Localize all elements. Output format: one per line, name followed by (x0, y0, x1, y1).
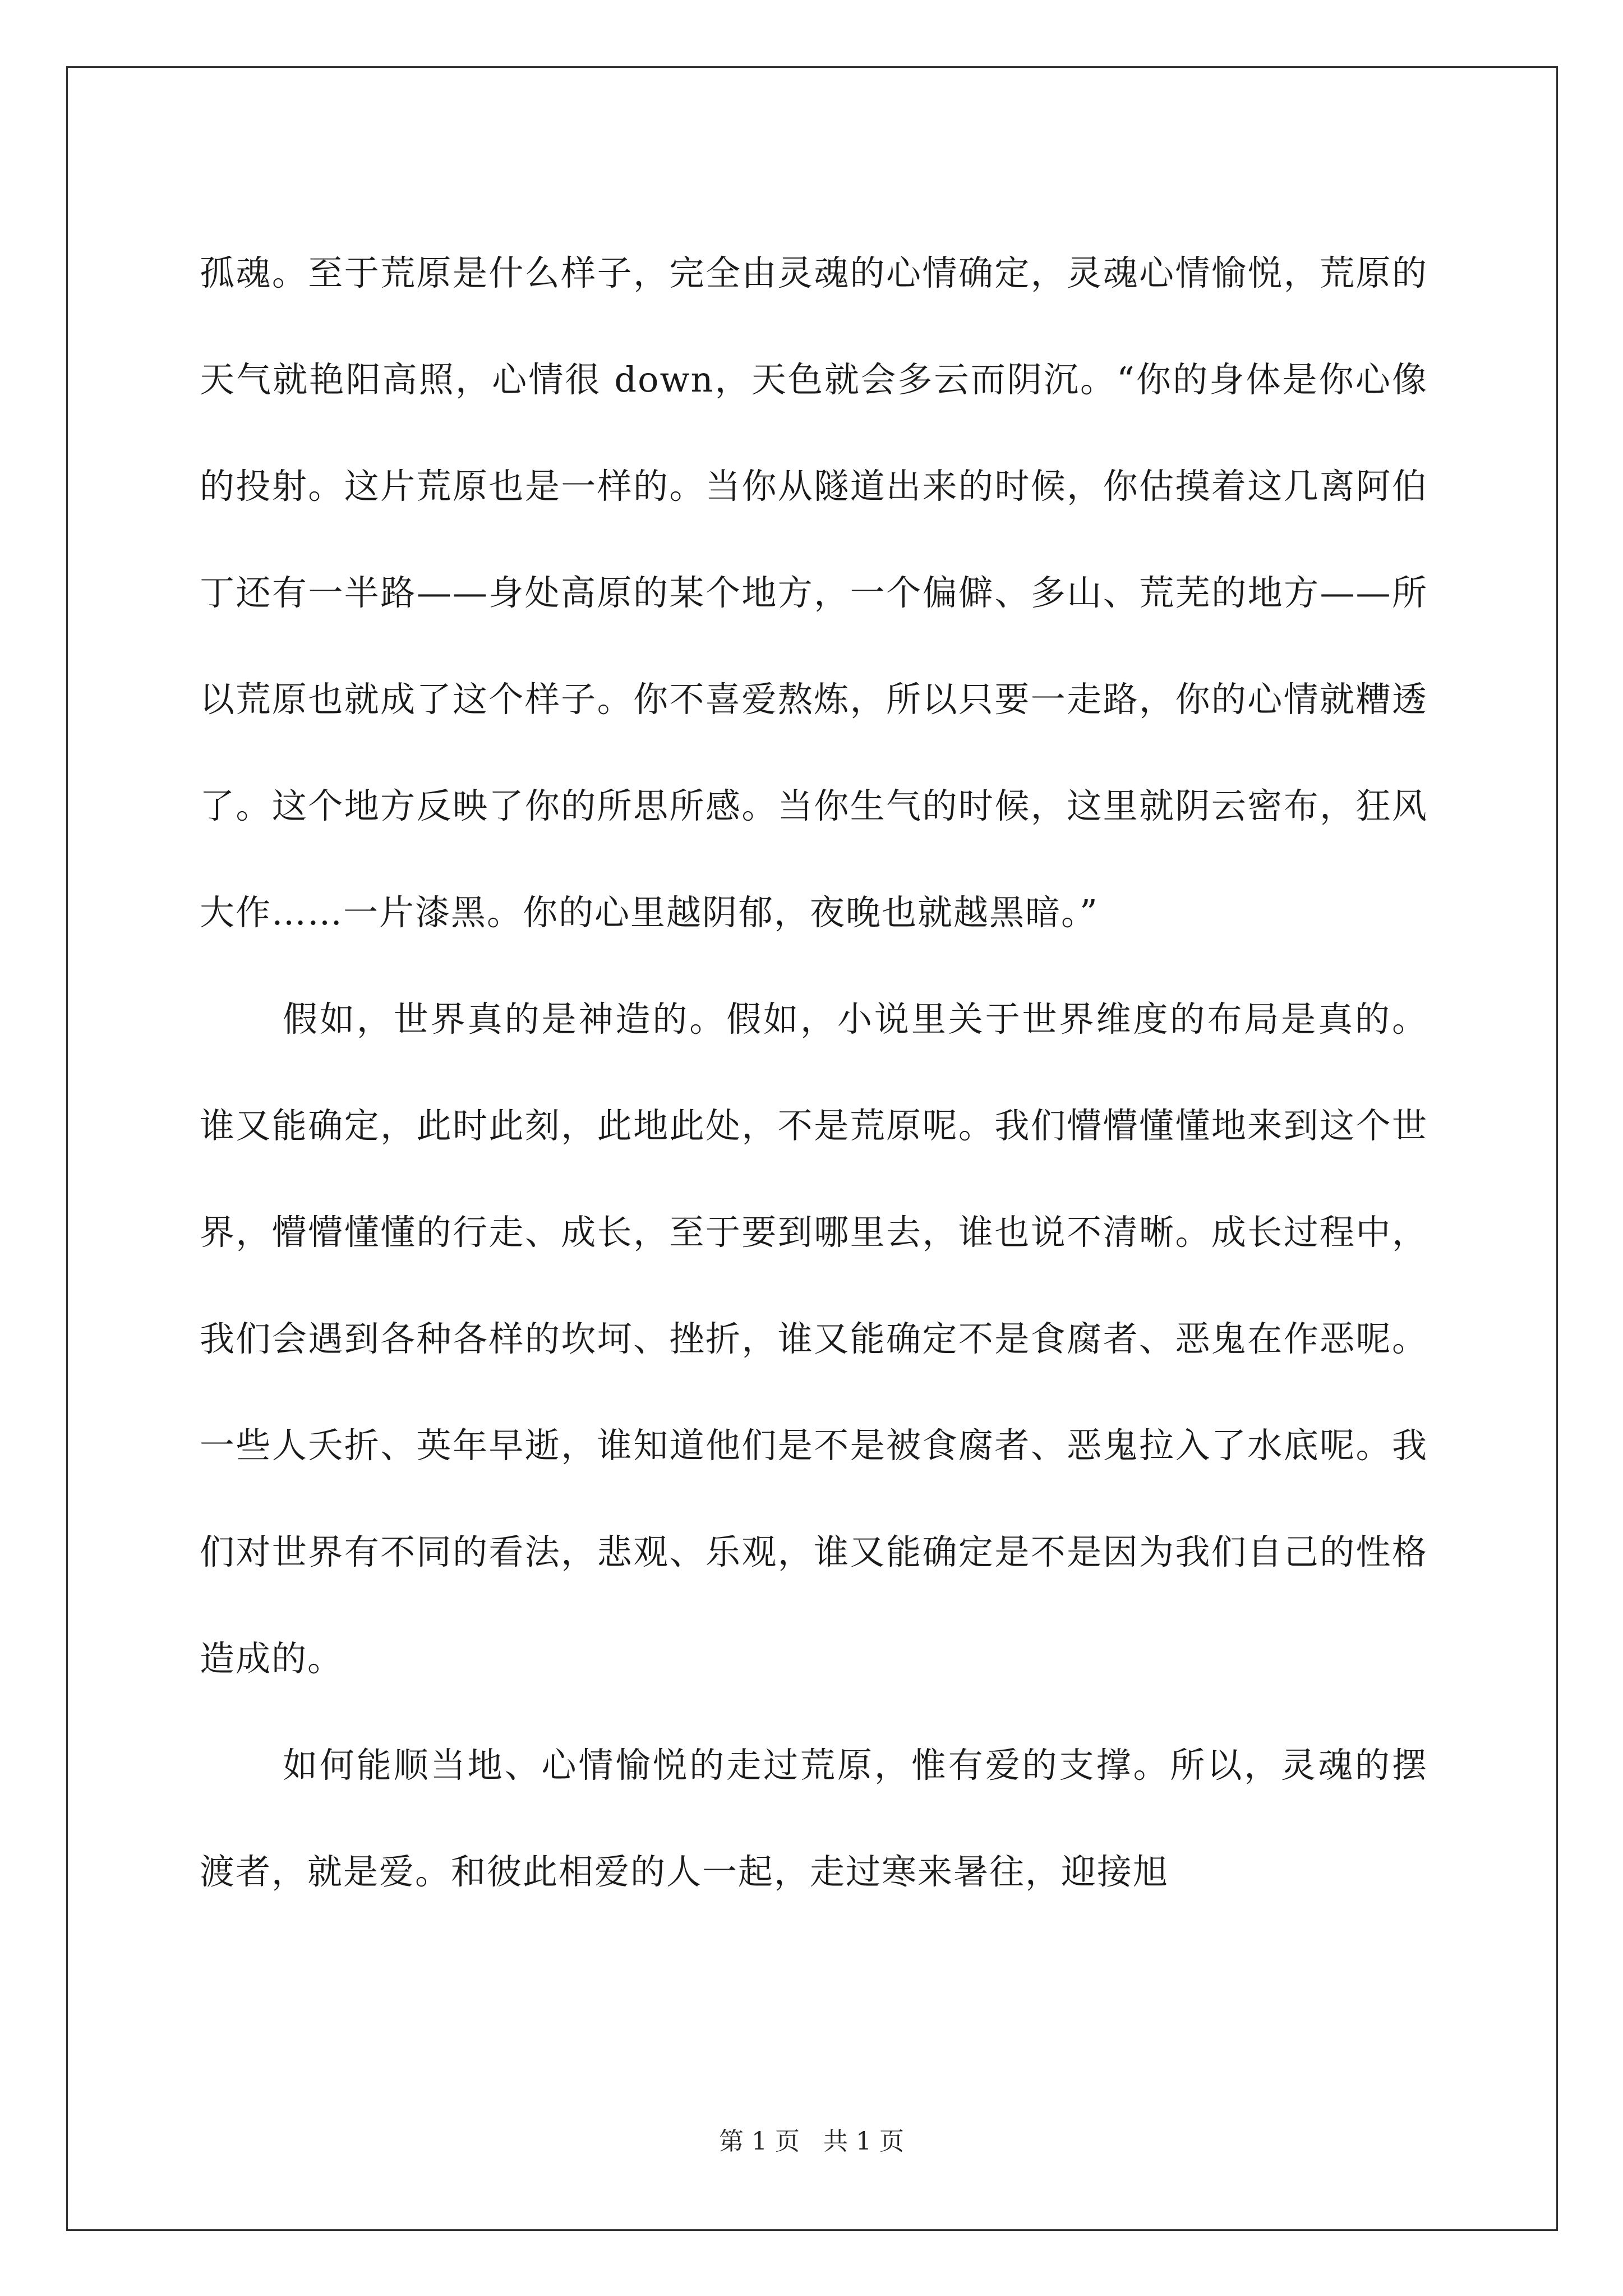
paragraph-3: 如何能顺当地、心情愉悦的走过荒原，惟有爱的支撑。所以，灵魂的摆渡者，就是爱。和彼此相爱的人一起，走过寒来暑往，迎接旭 (200, 1745, 1428, 1892)
page-number: 第 1 页 (719, 2127, 800, 2156)
document-body (200, 220, 1428, 1925)
page-total: 共 1 页 (823, 2127, 904, 2156)
page-footer (0, 2125, 1623, 2159)
paragraph-1: 孤魂。至于荒原是什么样子，完全由灵魂的心情确定，灵魂心情愉悦，荒原的天气就艳阳高照，心情很 down，天色就会多云而阴沉。“你的身体是你心像的投射。这片荒原也是一样的。当你从隧道出来的时候，你估摸着这几离阿伯丁还有一半路——身处高原的某个地方，一个偏僻、多山、荒芜的地方——所以荒原也就成了这个样子。你不喜爱熬炼，所以只要一走路，你的心情就糟透了。这个地方反映了你的所思所感。当你生气的时候，这里就阴云密布，狂风大作……一片漆黑。你的心里越阴郁，夜晚也就越黑暗。” (200, 252, 1428, 933)
paragraph-2: 假如，世界真的是神造的。假如，小说里关于世界维度的布局是真的。谁又能确定，此时此刻，此地此处，不是荒原呢。我们懵懵懂懂地来到这个世界，懵懵懂懂的行走、成长，至于要到哪里去，谁也说不清晰。成长过程中，我们会遇到各种各样的坎坷、挫折，谁又能确定不是食腐者、恶鬼在作恶呢。一些人夭折、英年早逝，谁知道他们是不是被食腐者、恶鬼拉入了水底呢。我们对世界有不同的看法，悲观、乐观，谁又能确定是不是因为我们自己的性格造成的。 (200, 999, 1428, 1679)
